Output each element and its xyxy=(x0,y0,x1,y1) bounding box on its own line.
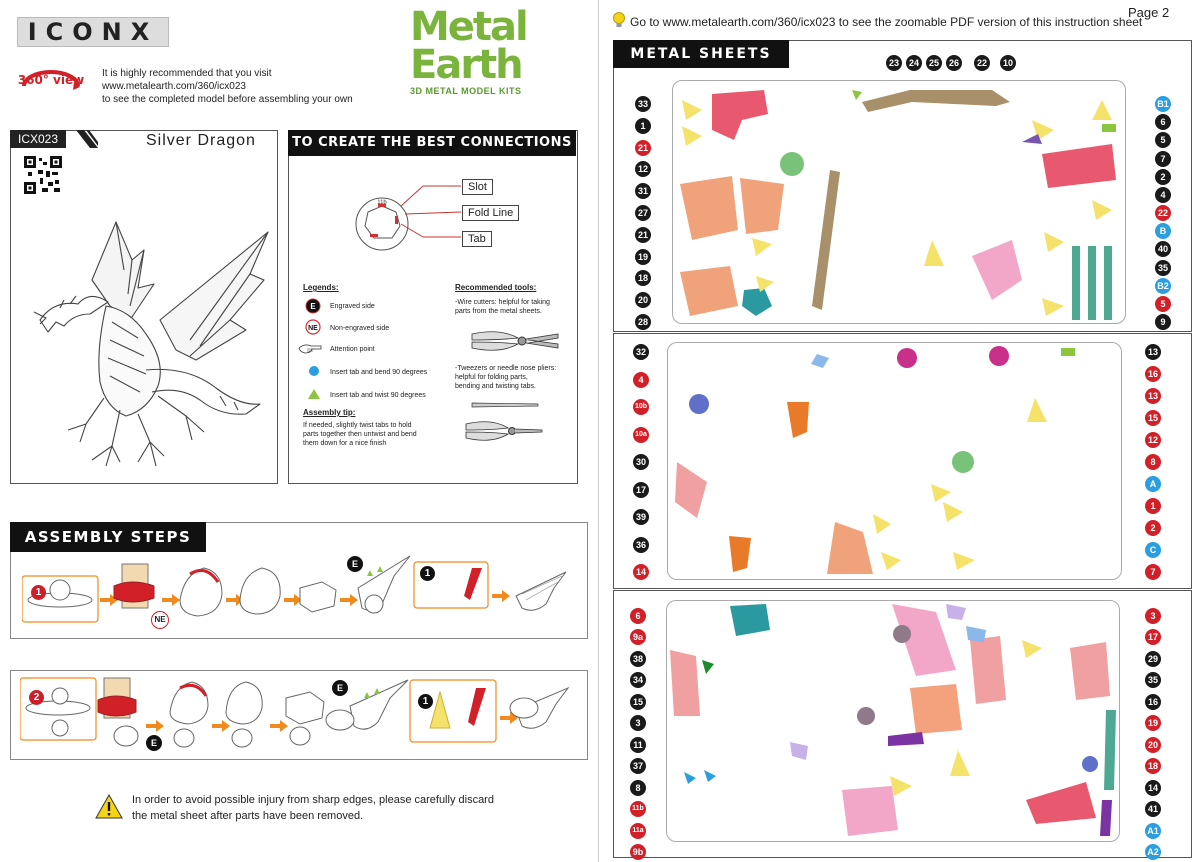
sheet-1-top-part-label: 25 xyxy=(926,55,942,71)
tool-tweezers-text: -Tweezers or needle nose pliers: helpful for folding parts, bending and twisting tabs. xyxy=(455,365,557,390)
sheet-2-part-label: 30 xyxy=(633,454,649,470)
sheet-3-part-label: 15 xyxy=(630,694,646,710)
sheet-1-part-label: 31 xyxy=(635,183,651,199)
sheet-3-part-label: 16 xyxy=(1145,694,1161,710)
sheet-2-part-label: 10b xyxy=(633,399,649,415)
tool-wire-cutters-text: -Wire cutters: helpful for taking parts from the metal sheets. xyxy=(455,299,550,315)
sheet-1-top-part-label: 26 xyxy=(946,55,962,71)
sheet-2-part-label: C xyxy=(1145,542,1161,558)
legend-non-engraved xyxy=(305,319,321,340)
sheet-1-top-part-label: 23 xyxy=(886,55,902,71)
step-2-e-marker: E xyxy=(332,680,348,696)
sheet-3-part-label: 6 xyxy=(630,608,646,624)
connections-title: TO CREATE THE BEST CONNECTIONS xyxy=(288,130,576,156)
sheet-3-part-label: 20 xyxy=(1145,737,1161,753)
svg-text:NE: NE xyxy=(308,325,318,332)
brand-sub: 3D METAL MODEL KITS xyxy=(410,86,522,96)
sheet-1-top-part-label: 22 xyxy=(974,55,990,71)
warning-icon xyxy=(95,794,123,819)
legend-text: Insert tab and bend 90 degrees xyxy=(330,369,428,376)
sheet-3-part-label: A2 xyxy=(1145,844,1161,860)
sheet-3-part-label: 3 xyxy=(1145,608,1161,624)
assembly-step-2-diagram xyxy=(20,676,582,756)
model-name: Silver Dragon xyxy=(146,132,256,149)
sheet-1-part-label: 12 xyxy=(635,161,651,177)
assembly-tip-text: If needed, slightly twist tabs to hold parts together then untwist and bend them down for a nice finish xyxy=(303,422,417,447)
sheet-2-part-label: 13 xyxy=(1145,344,1161,360)
sheet-2-part-label: 1 xyxy=(1145,498,1161,514)
bend-marker-icon xyxy=(309,366,319,376)
sheet-2-part-label: 32 xyxy=(633,344,649,360)
legend-text: Non-engraved side xyxy=(330,325,390,332)
sheet-2-part-label: 17 xyxy=(633,482,649,498)
sheet-3-part-label: 11b xyxy=(630,801,646,817)
view-360-icon xyxy=(18,64,84,102)
sheet-1-part-label: 33 xyxy=(635,96,651,112)
sheet-2-part-label: A xyxy=(1145,476,1161,492)
sheet-3-part-label: 11 xyxy=(630,737,646,753)
sheet-1-part-label: 1 xyxy=(635,118,651,134)
brand-line-2: Earth xyxy=(410,42,522,88)
recommend-line: It is highly recommended that you visit xyxy=(102,68,272,79)
sheet-1-part-label: 2 xyxy=(1155,169,1171,185)
twist-marker-icon xyxy=(308,389,320,399)
sheet-1-part-label: 28 xyxy=(635,314,651,330)
assembly-step-1-diagram xyxy=(22,554,584,634)
assembly-title: ASSEMBLY STEPS xyxy=(10,522,206,552)
step-1-substep: 1 xyxy=(420,566,435,581)
non-engraved-marker-icon xyxy=(305,319,321,335)
attention-hand-icon xyxy=(297,342,323,354)
sheet-1-part-label: 4 xyxy=(1155,187,1171,203)
view-360-text: 360° view xyxy=(18,73,84,87)
sheet-1-part-label: 20 xyxy=(635,292,651,308)
tweezers-icon xyxy=(470,400,540,410)
sheet-3-part-label: 38 xyxy=(630,651,646,667)
dragon-illustration xyxy=(20,210,270,472)
sheet-1-part-label: 6 xyxy=(1155,114,1171,130)
sheet-1-parts xyxy=(672,80,1124,322)
step-2-substep: 1 xyxy=(418,694,433,709)
legend-text: Engraved side xyxy=(330,303,375,310)
zoomable-pdf-tip: Go to www.metalearth.com/360/icx023 to see the zoomable PDF version of this instruction sheet xyxy=(630,15,1143,29)
sheet-2-part-label: 2 xyxy=(1145,520,1161,536)
sheet-3-part-label: 19 xyxy=(1145,715,1161,731)
legend-engraved xyxy=(305,298,321,319)
recommend-text xyxy=(102,67,382,106)
brand-line-1: Metal xyxy=(410,4,527,50)
legend-text: Insert tab and twist 90 degrees xyxy=(330,392,426,399)
sheet-1-part-label: 7 xyxy=(1155,151,1171,167)
sheet-3-part-label: 8 xyxy=(630,780,646,796)
sheet-1-part-label: 27 xyxy=(635,205,651,221)
step-1-e-marker: E xyxy=(347,556,363,572)
sheet-3-part-label: 18 xyxy=(1145,758,1161,774)
sheet-2-part-label: 8 xyxy=(1145,454,1161,470)
sheet-3-part-label: 9a xyxy=(630,629,646,645)
wire-cutters-icon xyxy=(470,326,560,356)
legends-title: Legends: xyxy=(303,283,339,292)
sheet-2-part-label: 12 xyxy=(1145,432,1161,448)
recommend-line: to see the completed model before assembling your own xyxy=(102,94,353,105)
sheet-1-part-label: 35 xyxy=(1155,260,1171,276)
needle-nose-pliers-icon xyxy=(464,416,544,446)
brand-logo xyxy=(410,4,530,96)
tools-title: Recommended tools: xyxy=(455,283,537,292)
recommend-line: www.metalearth.com/360/icx023 xyxy=(102,81,246,92)
connection-pointers xyxy=(395,180,465,240)
sheet-3-part-label: 11a xyxy=(630,823,646,839)
lightbulb-icon xyxy=(612,11,626,29)
svg-text:E: E xyxy=(310,302,316,311)
sheet-1-part-label: 9 xyxy=(1155,314,1171,330)
sheet-3-part-label: 34 xyxy=(630,672,646,688)
step-2-number: 2 xyxy=(29,690,44,705)
sheet-3-part-label: 14 xyxy=(1145,780,1161,796)
model-code: ICX023 xyxy=(10,130,66,148)
metal-sheets-title: METAL SHEETS xyxy=(613,40,789,68)
sheet-1-part-label: 21 xyxy=(635,140,651,156)
step-2-e-marker: E xyxy=(146,735,162,751)
sheet-1-part-label: 19 xyxy=(635,249,651,265)
sheet-3-part-label: 3 xyxy=(630,715,646,731)
sheet-1-part-label: 18 xyxy=(635,270,651,286)
sheet-2-part-label: 10a xyxy=(633,427,649,443)
series-badge: ICONX xyxy=(17,17,169,47)
model-code-tab-slant xyxy=(76,130,98,148)
page-divider xyxy=(598,0,599,862)
sheet-2-parts xyxy=(667,342,1120,578)
sheet-2-part-label: 15 xyxy=(1145,410,1161,426)
diagram-part-label: 11b xyxy=(377,200,387,206)
sheet-3-part-label: 9b xyxy=(630,844,646,860)
sheet-1-part-label: 5 xyxy=(1155,132,1171,148)
page-number: Page 2 xyxy=(1128,5,1170,20)
sheet-1-part-label: B1 xyxy=(1155,96,1171,112)
step-1-number: 1 xyxy=(31,585,46,600)
sheet-1-top-part-label: 10 xyxy=(1000,55,1016,71)
sheet-1-part-label: B xyxy=(1155,223,1171,239)
sheet-1-part-label: 5 xyxy=(1155,296,1171,312)
sheet-3-part-label: 41 xyxy=(1145,801,1161,817)
sheet-1-part-label: 22 xyxy=(1155,205,1171,221)
label-slot: Slot xyxy=(462,179,493,195)
sheet-2-part-label: 7 xyxy=(1145,564,1161,580)
sheet-2-part-label: 13 xyxy=(1145,388,1161,404)
sheet-3-part-label: 37 xyxy=(630,758,646,774)
sheet-1-part-label: 40 xyxy=(1155,241,1171,257)
sheet-2-part-label: 39 xyxy=(633,509,649,525)
sheet-2-part-label: 16 xyxy=(1145,366,1161,382)
legend-text: Attention point xyxy=(330,346,375,353)
qr-code-icon xyxy=(24,156,62,194)
step-1-ne-marker: NE xyxy=(151,611,169,629)
sheet-3-part-label: 35 xyxy=(1145,672,1161,688)
sheet-1-part-label: 21 xyxy=(635,227,651,243)
sheet-3-part-label: 29 xyxy=(1145,651,1161,667)
sheet-1-part-label: B2 xyxy=(1155,278,1171,294)
assembly-tip-title: Assembly tip: xyxy=(303,408,356,417)
sheet-3-part-label: 17 xyxy=(1145,629,1161,645)
sheet-3-parts xyxy=(666,600,1118,840)
sheet-2-part-label: 4 xyxy=(633,372,649,388)
sheet-1-top-part-label: 24 xyxy=(906,55,922,71)
label-tab: Tab xyxy=(462,231,492,247)
sheet-2-part-label: 36 xyxy=(633,537,649,553)
sheet-3-part-label: A1 xyxy=(1145,823,1161,839)
engraved-marker-icon xyxy=(305,298,321,314)
safety-warning: In order to avoid possible injury from sharp edges, please carefully discard the metal sheet after parts have been removed. xyxy=(132,794,494,822)
label-fold-line: Fold Line xyxy=(462,205,519,221)
sheet-2-part-label: 14 xyxy=(633,564,649,580)
